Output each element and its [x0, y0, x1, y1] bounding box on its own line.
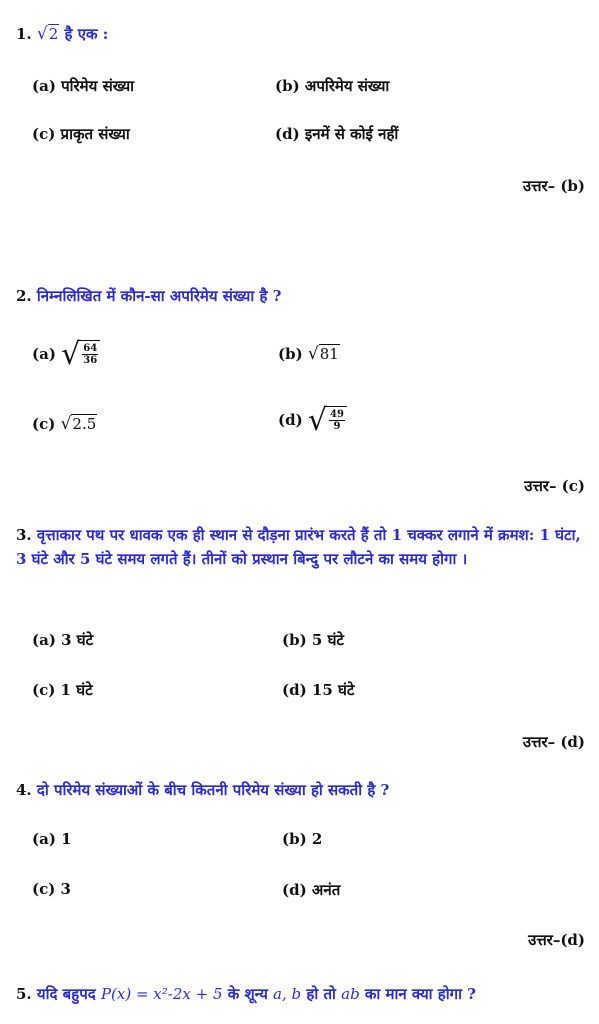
option-b[interactable]: (b) अपरिमेय संख्या: [275, 77, 390, 95]
option-c[interactable]: (c) √2.5: [32, 414, 97, 434]
option-c[interactable]: (c) 1 घंटे: [32, 681, 93, 699]
question-4: [16, 778, 591, 802]
product-expression: ab: [341, 985, 360, 1003]
option-c[interactable]: (c) प्राकृत संख्या: [32, 125, 130, 143]
option-b[interactable]: (b) 5 घंटे: [282, 631, 344, 649]
polynomial-expression: P(x) = x²-2x + 5: [100, 985, 223, 1003]
question-text: वृत्ताकार पथ पर धावक एक ही स्थान से दौड़ना प्रारंभ करते हैं तो 1 चक्कर लगाने में क्रमश: 1 घंटा, 3 घंटे और 5 घंटे समय लगते हैं। तीनों को प्रस्थान बिन्दु पर लौटने का समय होगा ।: [16, 526, 581, 568]
sqrt-expression: √2.5: [60, 414, 97, 434]
sqrt-fraction: √ $\frac{49}{9}$: [308, 406, 347, 436]
question-number: 3.: [16, 526, 32, 544]
answer: उत्तर–(d): [528, 931, 585, 949]
option-b[interactable]: (b) 2: [282, 830, 323, 848]
question-3: [16, 523, 591, 571]
option-d[interactable]: (d) 15 घंटे: [282, 681, 355, 699]
option-d[interactable]: (d) अनंत: [282, 881, 341, 899]
question-number: 5.: [16, 985, 32, 1003]
option-a[interactable]: (a) 1: [32, 830, 72, 848]
option-a[interactable]: (a) 3 घंटे: [32, 631, 94, 649]
question-text: निम्नलिखित में कौन-सा अपरिमेय संख्या है ?: [36, 287, 282, 305]
sqrt-expression: √81: [307, 344, 339, 364]
question-text-post: का मान क्या होगा ?: [364, 985, 476, 1003]
question-text-mid2: हो तो: [306, 985, 336, 1003]
option-a[interactable]: (a) परिमेय संख्या: [32, 77, 135, 95]
question-number: 2.: [16, 287, 32, 305]
question-text-pre: यदि बहुपद: [36, 985, 96, 1003]
sqrt-expression: √2: [36, 24, 59, 44]
option-b[interactable]: (b) √81: [278, 344, 339, 364]
answer: उत्तर– (d): [522, 733, 585, 751]
option-d[interactable]: (d) √ $\frac{49}{9}$: [278, 406, 347, 436]
question-1: [16, 22, 591, 46]
question-number: 1.: [16, 25, 32, 43]
option-d[interactable]: (d) इनमें से कोई नहीं: [275, 125, 399, 143]
sqrt-fraction: √ $\frac{64}{36}$: [61, 340, 100, 370]
question-2: [16, 284, 591, 308]
option-c[interactable]: (c) 3: [32, 880, 71, 898]
question-5: [16, 982, 591, 1006]
zeros-expression: a, b: [273, 985, 302, 1003]
question-text: है एक :: [64, 25, 109, 43]
option-a[interactable]: (a) √ $\frac{64}{36}$: [32, 340, 100, 370]
question-number: 4.: [16, 781, 32, 799]
answer: उत्तर– (c): [524, 477, 585, 495]
answer: उत्तर– (b): [522, 177, 585, 195]
question-text: दो परिमेय संख्याओं के बीच कितनी परिमेय संख्या हो सकती है ?: [36, 781, 390, 799]
question-text-mid: के शून्य: [227, 985, 268, 1003]
